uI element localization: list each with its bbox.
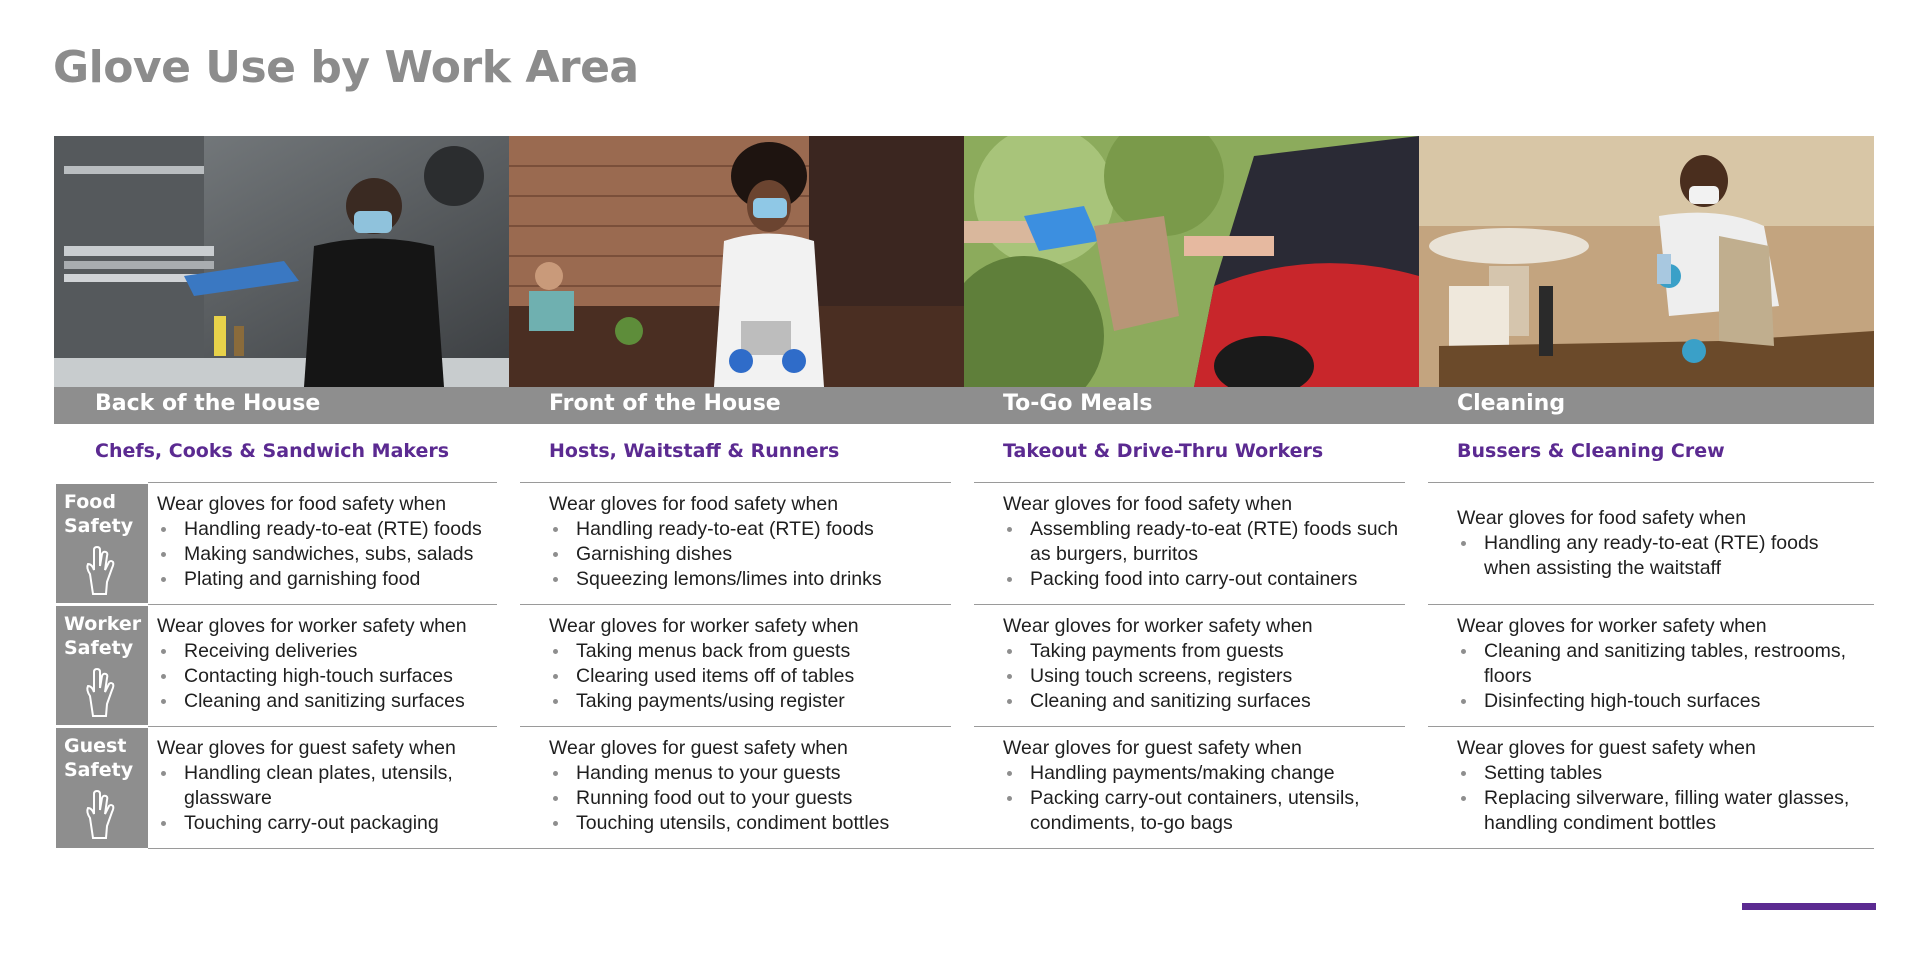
divider xyxy=(974,604,1405,605)
category-label: Safety xyxy=(64,515,134,537)
divider xyxy=(1428,726,1874,727)
divider xyxy=(1428,604,1874,605)
cell-guest-togo xyxy=(1003,735,1403,836)
list-item: Touching carry-out packaging xyxy=(157,811,497,836)
list-item: Plating and garnishing food xyxy=(157,567,497,592)
list-item: Replacing silverware, filling water glasses, handling condiment bottles xyxy=(1457,786,1867,836)
list-item: Cleaning and sanitizing surfaces xyxy=(157,689,497,714)
heading-cleaning: Cleaning xyxy=(1457,391,1566,416)
list-item: Cleaning and sanitizing surfaces xyxy=(1003,689,1403,714)
cell-worker-back xyxy=(157,613,497,714)
cell-guest-cleaning xyxy=(1457,735,1867,836)
table-bottom-rule xyxy=(148,848,1874,849)
gloved-hand-icon xyxy=(80,544,116,598)
cell-guest-front xyxy=(549,735,949,836)
list-item: Handing menus to your guests xyxy=(549,761,949,786)
list-item: Receiving deliveries xyxy=(157,639,497,664)
list-item: Cleaning and sanitizing tables, restrooms, floors xyxy=(1457,639,1867,689)
divider xyxy=(520,726,951,727)
cell-lead: Wear gloves for worker safety when xyxy=(1457,615,1767,637)
category-label: Safety xyxy=(64,759,134,781)
cell-food-cleaning xyxy=(1457,505,1867,581)
cell-lead: Wear gloves for guest safety when xyxy=(549,737,848,759)
category-label: Worker xyxy=(64,613,142,635)
role-cleaning: Bussers & Cleaning Crew xyxy=(1457,440,1725,462)
list-item: Packing carry-out containers, utensils, condiments, to-go bags xyxy=(1003,786,1403,836)
cell-food-front xyxy=(549,491,949,592)
cell-lead: Wear gloves for food safety when xyxy=(549,493,839,515)
divider xyxy=(974,482,1405,483)
divider xyxy=(520,604,951,605)
column-heading-band xyxy=(54,387,1874,424)
cell-lead: Wear gloves for guest safety when xyxy=(1457,737,1756,759)
list-item: Taking payments from guests xyxy=(1003,639,1403,664)
list-item: Running food out to your guests xyxy=(549,786,949,811)
category-label: Guest xyxy=(64,735,127,757)
category-label: Food xyxy=(64,491,116,513)
cell-food-back xyxy=(157,491,497,592)
category-guest-safety xyxy=(56,728,148,848)
cell-lead: Wear gloves for worker safety when xyxy=(157,615,467,637)
role-front-of-house: Hosts, Waitstaff & Runners xyxy=(549,440,840,462)
divider xyxy=(148,604,497,605)
page-title: Glove Use by Work Area xyxy=(53,42,639,93)
list-item: Touching utensils, condiment bottles xyxy=(549,811,949,836)
list-item: Handling payments/making change xyxy=(1003,761,1403,786)
list-item: Setting tables xyxy=(1457,761,1867,786)
list-item: Handling ready-to-eat (RTE) foods xyxy=(157,517,497,542)
cell-lead: Wear gloves for food safety when xyxy=(1457,507,1747,529)
list-item: Using touch screens, registers xyxy=(1003,664,1403,689)
cell-lead: Wear gloves for worker safety when xyxy=(549,615,859,637)
photo-cleaning xyxy=(1419,136,1874,387)
heading-front-of-house: Front of the House xyxy=(549,391,781,416)
cell-lead: Wear gloves for guest safety when xyxy=(1003,737,1302,759)
cell-guest-back xyxy=(157,735,497,836)
list-item: Contacting high-touch surfaces xyxy=(157,664,497,689)
cell-lead: Wear gloves for worker safety when xyxy=(1003,615,1313,637)
photo-strip xyxy=(54,136,1874,387)
cell-lead: Wear gloves for food safety when xyxy=(1003,493,1293,515)
list-item: Making sandwiches, subs, salads xyxy=(157,542,497,567)
divider xyxy=(974,726,1405,727)
list-item: Squeezing lemons/limes into drinks xyxy=(549,567,949,592)
list-item: Garnishing dishes xyxy=(549,542,949,567)
list-item: Handling ready-to-eat (RTE) foods xyxy=(549,517,949,542)
list-item: Assembling ready-to-eat (RTE) foods such as burgers, burritos xyxy=(1003,517,1403,567)
divider xyxy=(148,726,497,727)
gloved-hand-icon xyxy=(80,788,116,842)
category-label: Safety xyxy=(64,637,134,659)
accent-bar xyxy=(1742,903,1876,910)
list-item: Clearing used items off of tables xyxy=(549,664,949,689)
cell-worker-front xyxy=(549,613,949,714)
role-to-go: Takeout & Drive-Thru Workers xyxy=(1003,440,1324,462)
role-back-of-house: Chefs, Cooks & Sandwich Makers xyxy=(95,440,450,462)
list-item: Handling clean plates, utensils, glassware xyxy=(157,761,497,811)
list-item: Disinfecting high-touch surfaces xyxy=(1457,689,1867,714)
divider xyxy=(520,482,951,483)
cell-lead: Wear gloves for food safety when xyxy=(157,493,447,515)
list-item: Packing food into carry-out containers xyxy=(1003,567,1403,592)
cell-worker-togo xyxy=(1003,613,1403,714)
photo-to-go xyxy=(964,136,1419,387)
photo-front-of-house xyxy=(509,136,964,387)
category-food-safety xyxy=(56,484,148,603)
cell-lead: Wear gloves for guest safety when xyxy=(157,737,456,759)
divider xyxy=(148,482,497,483)
divider xyxy=(1428,482,1874,483)
heading-back-of-house: Back of the House xyxy=(95,391,321,416)
list-item: Taking payments/using register xyxy=(549,689,949,714)
list-item: Handling any ready-to-eat (RTE) foods when assisting the waitstaff xyxy=(1457,531,1867,581)
category-worker-safety xyxy=(56,606,148,725)
cell-food-togo xyxy=(1003,491,1403,592)
cell-worker-cleaning xyxy=(1457,613,1867,714)
list-item: Taking menus back from guests xyxy=(549,639,949,664)
heading-to-go-meals: To-Go Meals xyxy=(1003,391,1153,416)
gloved-hand-icon xyxy=(80,666,116,720)
photo-back-of-house xyxy=(54,136,509,387)
